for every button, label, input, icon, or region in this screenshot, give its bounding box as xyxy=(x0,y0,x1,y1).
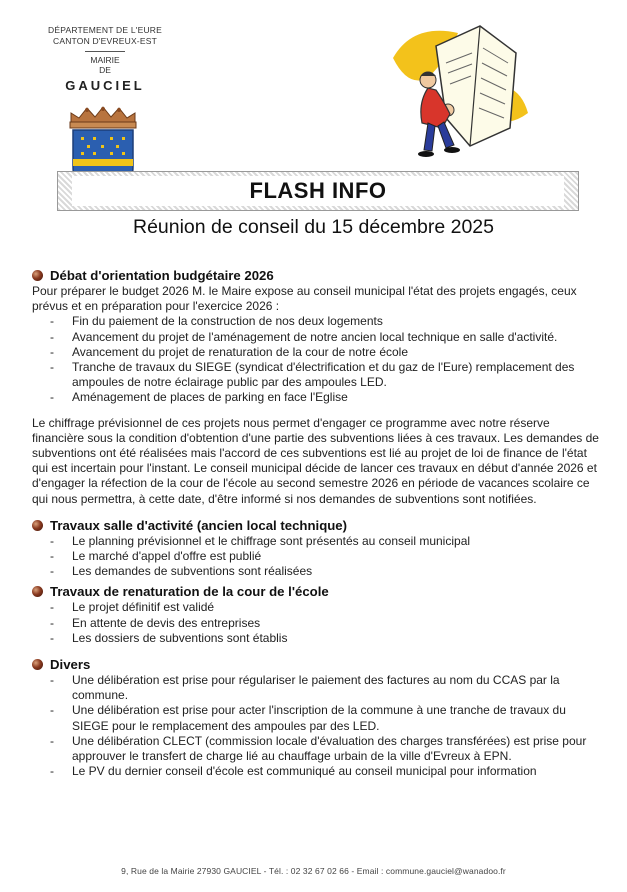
section-title: Travaux salle d'activité (ancien local technique) xyxy=(50,517,348,533)
paragraph: Pour préparer le budget 2026 M. le Maire expose au conseil municipal l'état des projets engagés, ceux prévus et en préparation pour l'exercice 2026 : xyxy=(32,284,577,314)
commune-name: GAUCIEL xyxy=(65,78,145,93)
page-title: FLASH INFO xyxy=(249,178,387,203)
paragraph: Le chiffrage prévisionnel de ces projets nous permet d'engager ce programme avec notre réserve financière sous la condition d'obtention d'une partie des subventions liées à ces travaux. Les demandes de subventions ont été réalisées mais l'accord de ces subventions est lié au projet de loi de finance de l'état qui est incertain pour l'instant. Le conseil municipal décide de lancer ces travaux en début d'année 2026 et d'engager la réfection de la cour de l'école au second semestre 2026 en période de vacances scolaire ce qui nous permettra, à cette date, d'être informé si nos demandes de subventions sont notifiées. xyxy=(32,415,599,506)
section-title: Débat d'orientation budgétaire 2026 xyxy=(50,268,274,283)
section-heading xyxy=(32,583,602,600)
list-item: - Fin du paiement de la construction de nos deux logements xyxy=(50,314,602,329)
list-item: - Le marché d'appel d'offre est publié xyxy=(50,549,602,564)
bullet-icon xyxy=(32,520,43,531)
section-title: Travaux de renaturation de la cour de l'école xyxy=(50,584,329,600)
content xyxy=(32,267,602,779)
list-item: - Une délibération est prise pour acter l'inscription de la commune à une tranche de travaux du SIEGE pour le remplacement des ampoules par des LED. xyxy=(50,703,602,733)
list-item: - Aménagement de places de parking en face l'Eglise xyxy=(50,390,602,405)
section-heading xyxy=(32,656,602,673)
list-item: - Avancement du projet de l'aménagement de notre ancien local technique en salle d'activité. xyxy=(50,330,602,345)
meeting-subtitle: Réunion de conseil du 15 décembre 2025 xyxy=(132,216,494,238)
section-title: Divers xyxy=(50,657,91,673)
reading-person-icon xyxy=(388,18,533,173)
footer-address: 9, Rue de la Mairie 27930 GAUCIEL - Tél. : 02 32 67 02 66 - Email : commune.gauciel@wanadoo.fr xyxy=(121,866,506,876)
letterhead xyxy=(30,25,180,93)
department-label: DÉPARTEMENT DE L'EURE xyxy=(48,25,162,35)
item-list xyxy=(32,314,602,405)
list-item: - Une délibération CLECT (commission locale d'évaluation des charges transférées) est prise pour approuver le transfert de charge lié au chauffage urbain de la ville d'Evreux à EPN. xyxy=(50,734,602,764)
section-heading xyxy=(32,267,602,284)
list-item: - Le projet définitif est validé xyxy=(50,600,602,615)
de-label: DE xyxy=(99,65,111,75)
bullet-icon xyxy=(32,270,43,281)
list-item: - Le PV du dernier conseil d'école est communiqué au conseil municipal pour information xyxy=(50,764,602,779)
bullet-icon xyxy=(32,659,43,670)
item-list xyxy=(32,600,602,646)
item-list xyxy=(32,534,602,580)
canton-label: CANTON D'EVREUX-EST xyxy=(53,36,157,46)
item-list xyxy=(32,673,602,779)
divider xyxy=(85,51,125,52)
list-item: - Les dossiers de subventions sont établis xyxy=(50,631,602,646)
bullet-icon xyxy=(32,586,43,597)
list-item: - Avancement du projet de renaturation de la cour de notre école xyxy=(50,345,602,360)
mairie-label: MAIRIE xyxy=(90,55,120,65)
list-item: - En attente de devis des entreprises xyxy=(50,616,602,631)
list-item: - Une délibération est prise pour régulariser le paiement des factures au nom du CCAS par la commune. xyxy=(50,673,602,703)
flash-info-banner xyxy=(57,171,579,211)
section-heading xyxy=(32,517,602,534)
list-item: - Les demandes de subventions sont réalisées xyxy=(50,564,602,579)
list-item: - Tranche de travaux du SIEGE (syndicat d'électrification et du gaz de l'Eure) remplacement des ampoules de notre éclairage public par des ampoules LED. xyxy=(50,360,602,390)
list-item: - Le planning prévisionnel et le chiffrage sont présentés au conseil municipal xyxy=(50,534,602,549)
